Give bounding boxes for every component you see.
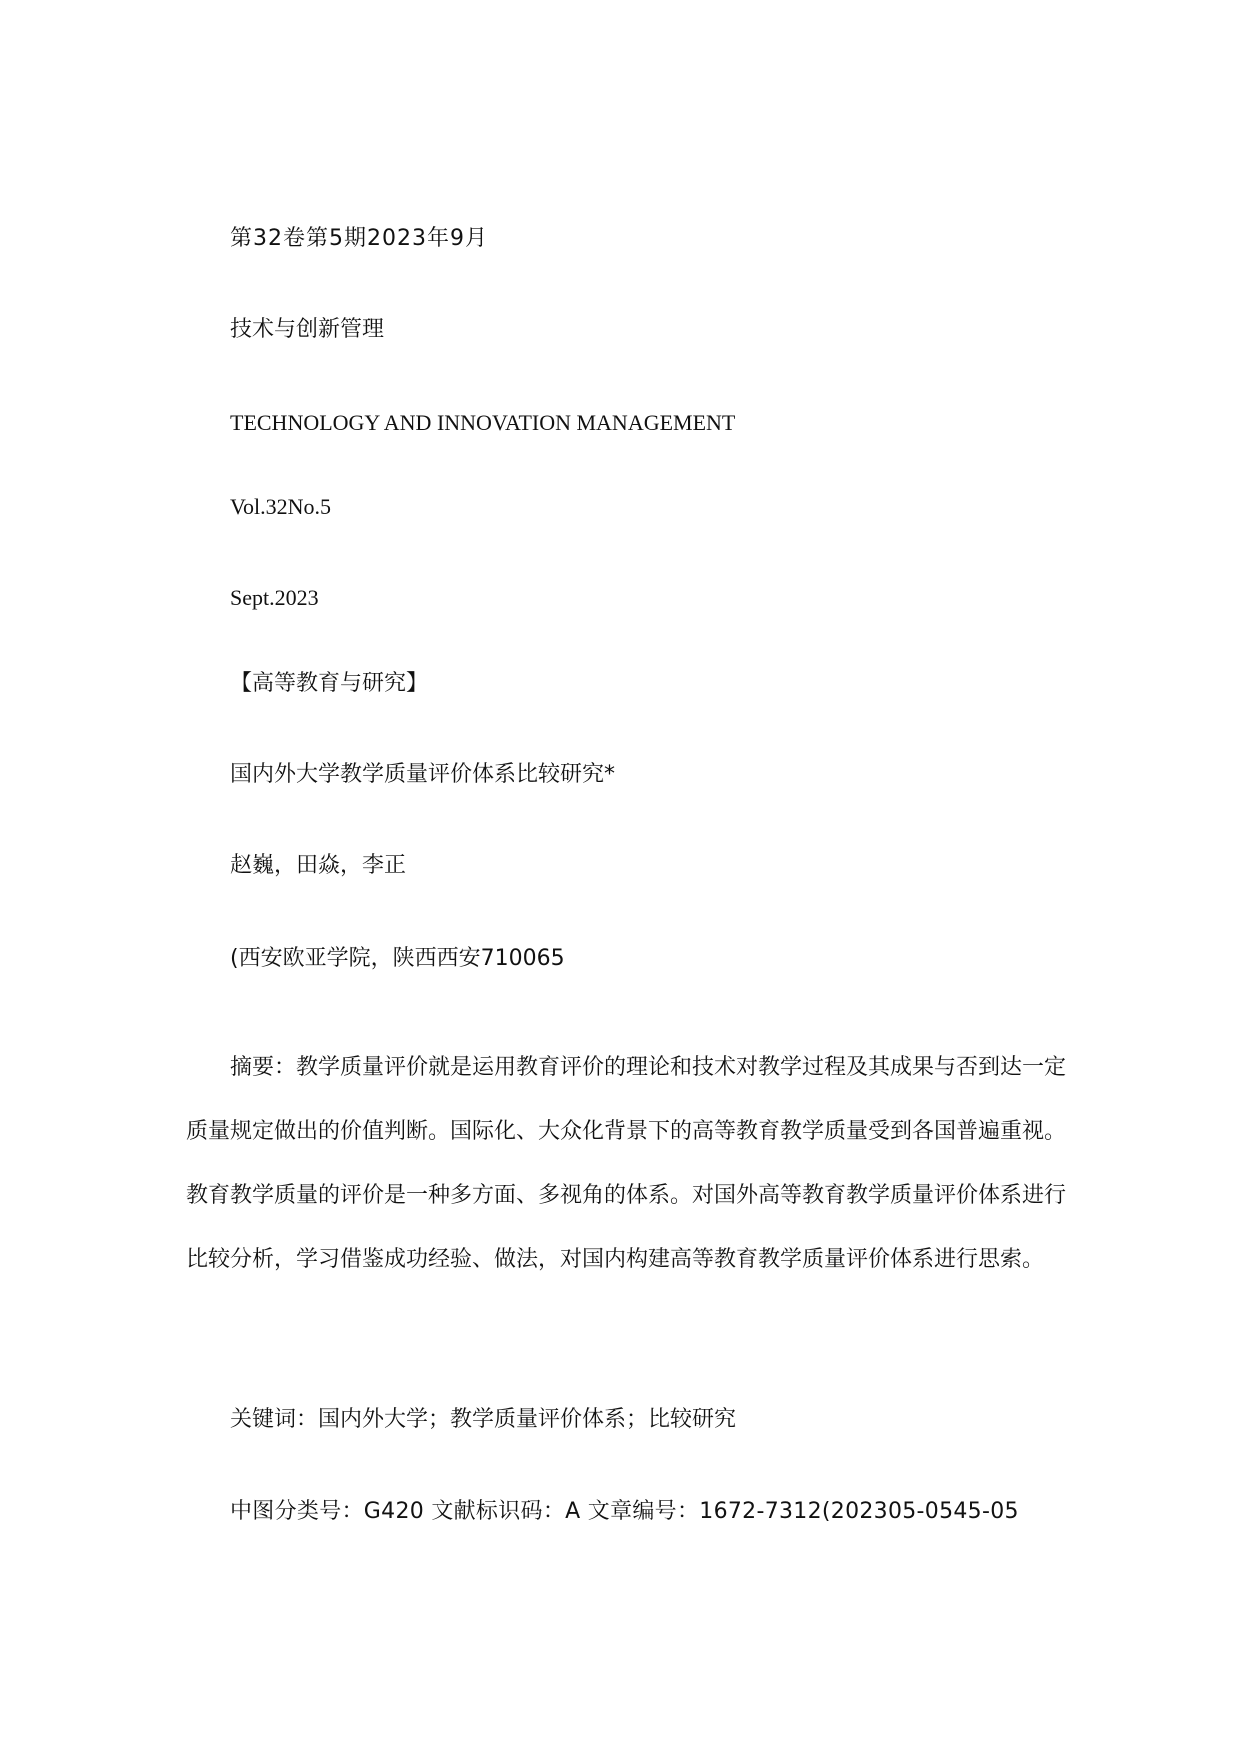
publication-date-en: Sept.2023 [230,585,319,610]
volume-issue-cn: 第32卷第5期2023年9月 [230,226,488,251]
column-heading: 【高等教育与研究】 [230,671,429,696]
article-title: 国内外大学教学质量评价体系比较研究* [230,762,616,787]
abstract-paragraph: 摘要：教学质量评价就是运用教育评价的理论和技术对教学过程及其成果与否到达一定质量规定做出的价值判断。国际化、大众化背景下的高等教育教学质量受到各国普遍重视。教育教学质量的评价是一种多方面、多视角的体系。对国外高等教育教学质量评价体系进行比较分析，学习借鉴成功经验、做法，对国内构建高等教育教学质量评价体系进行思索。 [186,1055,1067,1272]
author-affiliation: (西安欧亚学院，陕西西安710065 [230,946,565,971]
keywords-line: 关键词：国内外大学；教学质量评价体系；比较研究 [230,1407,737,1432]
journal-name-cn: 技术与创新管理 [230,317,385,342]
article-authors: 赵巍，田焱，李正 [230,853,407,878]
classification-line: 中图分类号：G420 文献标识码：A 文章编号：1672-7312(202305-0545-05 [230,1499,1019,1524]
journal-name-en: TECHNOLOGY AND INNOVATION MANAGEMENT [230,410,736,435]
volume-issue-en: Vol.32No.5 [230,494,332,519]
